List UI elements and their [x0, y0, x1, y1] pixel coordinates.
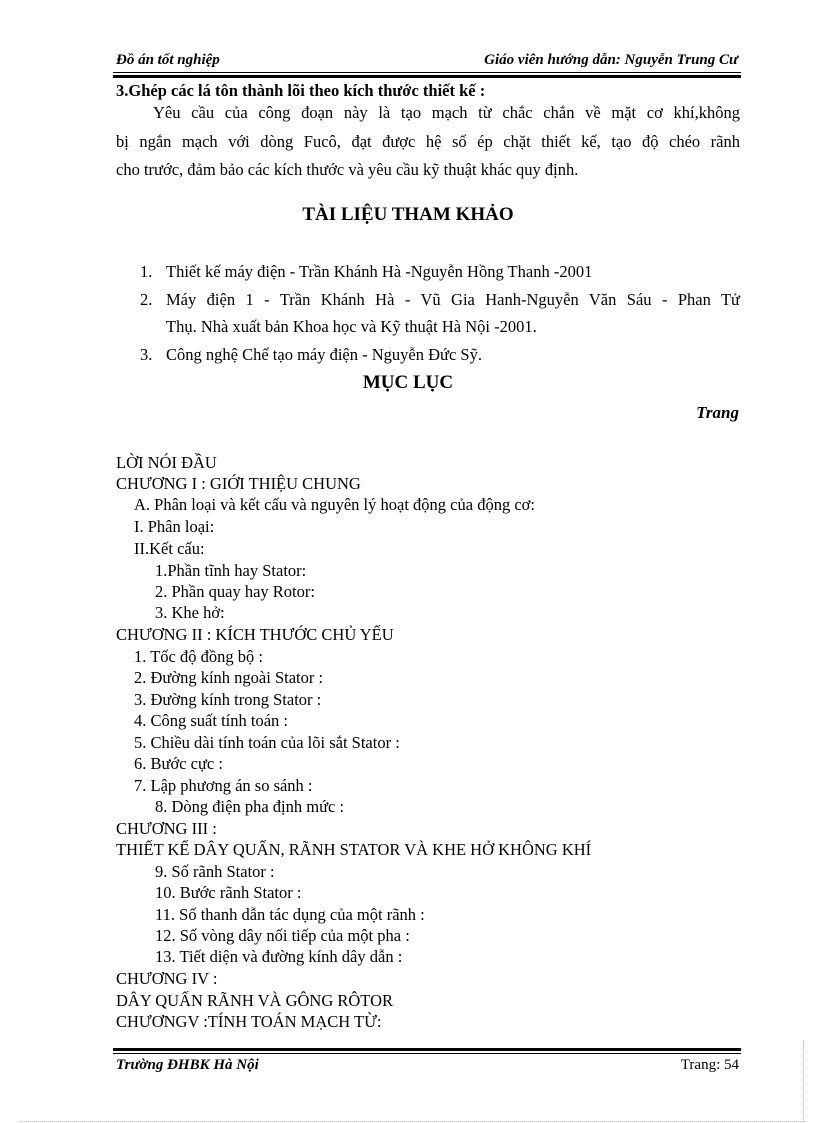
section-heading: 3.Ghép các lá tôn thành lõi theo kích thước thiết kế :: [116, 81, 486, 100]
toc-line: 2. Phần quay hay Rotor:: [155, 582, 315, 601]
toc-line: II.Kết cấu:: [134, 539, 205, 558]
reference-3: Công nghệ Chế tạo máy điện - Nguyễn Đức Sỹ.: [166, 345, 482, 364]
toc-line: CHƯƠNG IV :: [116, 969, 218, 988]
toc-line: CHƯƠNG II : KÍCH THƯỚC CHỦ YẾU: [116, 625, 394, 644]
toc-line: CHƯƠNG I : GIỚI THIỆU CHUNG: [116, 474, 361, 493]
toc-line: LỜI NÓI ĐẦU: [116, 453, 217, 472]
header-rule-thin: [113, 72, 741, 73]
toc-line: 12. Số vòng dây nối tiếp của một pha :: [155, 926, 410, 945]
toc-line: 3. Đường kính trong Stator :: [134, 690, 322, 709]
toc-line: 8. Dòng điện pha định mức :: [155, 797, 345, 816]
toc-line: 13. Tiết diện và đường kính dây dẫn :: [155, 947, 403, 966]
reference-3-number: 3.: [140, 345, 153, 364]
footer-rule-thin: [113, 1053, 741, 1054]
toc-line: I. Phân loại:: [134, 517, 215, 536]
toc-line: DÂY QUẤN RÃNH VÀ GÔNG RÔTOR: [116, 991, 393, 1010]
toc-line: CHƯƠNGV :TÍNH TOÁN MẠCH TỪ:: [116, 1012, 382, 1031]
references-title: TÀI LIỆU THAM KHẢO: [302, 204, 514, 225]
footer-page-number: Trang: 54: [680, 1057, 739, 1073]
toc-line: 9. Số rãnh Stator :: [155, 862, 275, 881]
header-right: Giáo viên hướng dẫn: Nguyễn Trung Cư: [484, 52, 738, 68]
toc-line: 6. Bước cực :: [134, 754, 223, 773]
reference-2-number: 2.: [140, 290, 153, 309]
toc-line: 4. Công suất tính toán :: [134, 711, 288, 730]
toc-line: 7. Lập phương án so sánh :: [134, 776, 313, 795]
reference-1-number: 1.: [140, 262, 153, 281]
header-left: Đồ án tốt nghiệp: [116, 52, 220, 68]
footer-rule-thick: [113, 1048, 741, 1051]
reference-2-line-1: Máy điện 1 - Trần Khánh Hà - Vũ Gia Hanh-Nguyễn Văn Sáu - Phan Tử: [166, 290, 740, 309]
toc-line: 2. Đường kính ngoài Stator :: [134, 668, 324, 687]
toc-line: A. Phân loại và kết cấu và nguyên lý hoạt động của động cơ:: [134, 495, 535, 514]
contents-page-column-label: Trang: [696, 403, 739, 422]
contents-title: MỤC LỤC: [362, 372, 454, 393]
header-rule-thick: [113, 75, 741, 78]
section-paragraph-line-1: Yêu cầu của công đoạn này là tạo mạch từ chắc chắn về mặt cơ khí,không: [153, 103, 740, 122]
section-paragraph-line-3: cho trước, đảm bảo các kích thước và yêu cầu kỹ thuật khác quy định.: [116, 160, 579, 179]
section-paragraph-line-2: bị ngắn mạch với dòng Fucô, đạt được hệ số ép chặt thiết kế, tạo độ chéo rãnh: [116, 132, 740, 151]
toc-line: CHƯƠNG III :: [116, 819, 217, 838]
toc-line: 1.Phần tĩnh hay Stator:: [155, 561, 307, 580]
toc-line: 11. Số thanh dẫn tác dụng của một rãnh :: [155, 905, 425, 924]
toc-line: 5. Chiều dài tính toán của lõi sắt Stator :: [134, 733, 400, 752]
toc-line: 10. Bước rãnh Stator :: [155, 883, 302, 902]
toc-line: 1. Tốc độ đồng bộ :: [134, 647, 263, 666]
reference-1: Thiết kế máy điện - Trần Khánh Hà -Nguyễn Hồng Thanh -2001: [166, 262, 593, 281]
reference-2-line-2: Thụ. Nhà xuất bản Khoa học và Kỹ thuật Hà Nội -2001.: [166, 317, 537, 336]
toc-line: 3. Khe hở:: [155, 603, 225, 622]
toc-line: THIẾT KẾ DÂY QUẤN, RÃNH STATOR VÀ KHE HỞ KHÔNG KHÍ: [116, 840, 592, 859]
page-border-dotted-vertical: [803, 1040, 805, 1122]
footer-left: Trường ĐHBK Hà Nội: [116, 1057, 259, 1073]
